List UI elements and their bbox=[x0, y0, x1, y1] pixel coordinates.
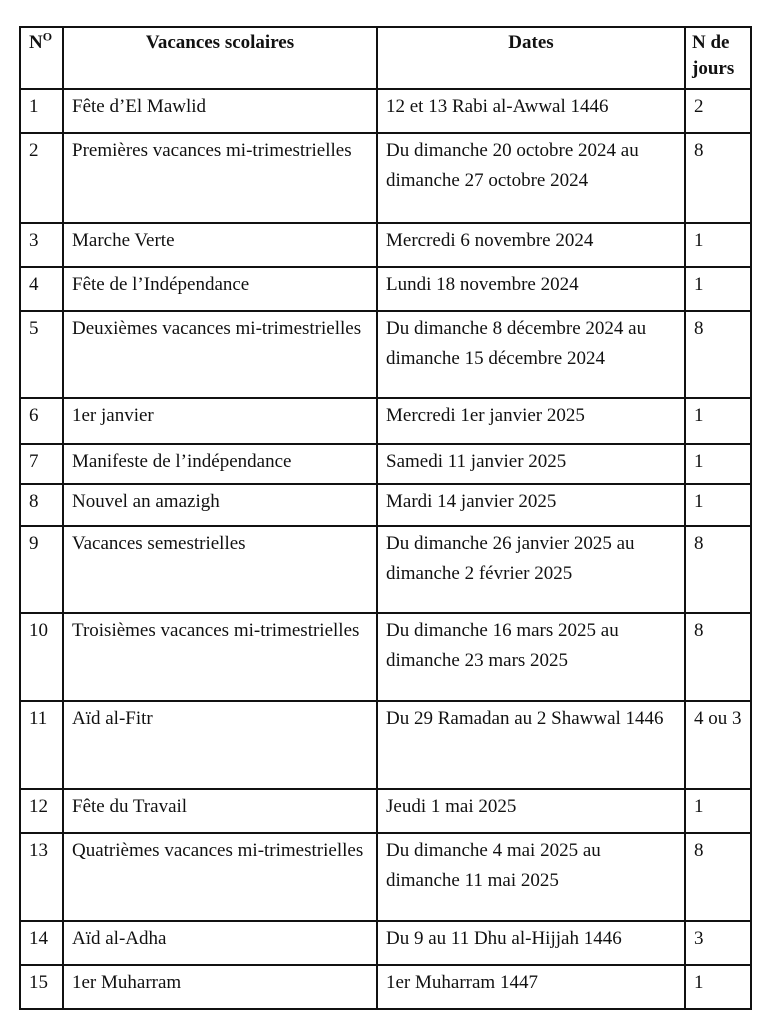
table-row bbox=[20, 89, 751, 133]
days-count: 8 bbox=[685, 311, 751, 398]
days-count: 1 bbox=[685, 223, 751, 267]
holiday-dates: Mercredi 6 novembre 2024 bbox=[377, 223, 685, 267]
table-row bbox=[20, 526, 751, 613]
table-row bbox=[20, 484, 751, 526]
holiday-dates: Du dimanche 8 décembre 2024 au dimanche 15 décembre 2024 bbox=[377, 311, 685, 398]
table-row bbox=[20, 833, 751, 921]
holiday-dates: Du dimanche 16 mars 2025 au dimanche 23 mars 2025 bbox=[377, 613, 685, 701]
row-number: 7 bbox=[20, 444, 63, 484]
row-number: 5 bbox=[20, 311, 63, 398]
holiday-dates: 12 et 13 Rabi al-Awwal 1446 bbox=[377, 89, 685, 133]
holiday-name: 1er janvier bbox=[63, 398, 377, 444]
row-number: 12 bbox=[20, 789, 63, 833]
header-holiday-name: Vacances scolaires bbox=[63, 27, 377, 89]
header-number: $N^O$ bbox=[20, 27, 63, 89]
header-dates: Dates bbox=[377, 27, 685, 89]
days-count: 2 bbox=[685, 89, 751, 133]
row-number: 11 bbox=[20, 701, 63, 789]
table-row bbox=[20, 789, 751, 833]
holiday-dates: Du dimanche 4 mai 2025 au dimanche 11 mai 2025 bbox=[377, 833, 685, 921]
table-row bbox=[20, 965, 751, 1009]
holiday-name: Aïd al-Fitr bbox=[63, 701, 377, 789]
table-row bbox=[20, 311, 751, 398]
holiday-name: Premières vacances mi-trimestrielles bbox=[63, 133, 377, 223]
row-number: 14 bbox=[20, 921, 63, 965]
days-count: 4 ou 3 bbox=[685, 701, 751, 789]
days-count: 1 bbox=[685, 267, 751, 311]
days-count: 8 bbox=[685, 833, 751, 921]
holiday-name: Troisièmes vacances mi-trimestrielles bbox=[63, 613, 377, 701]
days-count: 3 bbox=[685, 921, 751, 965]
table-row bbox=[20, 701, 751, 789]
table-row bbox=[20, 223, 751, 267]
holiday-name: Manifeste de l’indépendance bbox=[63, 444, 377, 484]
holiday-dates: Mardi 14 janvier 2025 bbox=[377, 484, 685, 526]
holiday-name: Marche Verte bbox=[63, 223, 377, 267]
days-count: 1 bbox=[685, 444, 751, 484]
row-number: 10 bbox=[20, 613, 63, 701]
holiday-dates: Du 9 au 11 Dhu al-Hijjah 1446 bbox=[377, 921, 685, 965]
holiday-name: Aïd al-Adha bbox=[63, 921, 377, 965]
days-count: 8 bbox=[685, 526, 751, 613]
row-number: 13 bbox=[20, 833, 63, 921]
holiday-name: Nouvel an amazigh bbox=[63, 484, 377, 526]
table-header-row bbox=[20, 27, 751, 89]
table-row bbox=[20, 444, 751, 484]
holiday-dates: Lundi 18 novembre 2024 bbox=[377, 267, 685, 311]
row-number: 3 bbox=[20, 223, 63, 267]
holiday-name: Vacances semestrielles bbox=[63, 526, 377, 613]
holiday-dates: Du dimanche 26 janvier 2025 au dimanche 2 février 2025 bbox=[377, 526, 685, 613]
days-count: 1 bbox=[685, 965, 751, 1009]
table-row bbox=[20, 133, 751, 223]
days-count: 1 bbox=[685, 484, 751, 526]
holiday-dates: 1er Muharram 1447 bbox=[377, 965, 685, 1009]
days-count: 1 bbox=[685, 789, 751, 833]
row-number: 4 bbox=[20, 267, 63, 311]
table-row bbox=[20, 613, 751, 701]
table-row bbox=[20, 398, 751, 444]
holiday-dates: Samedi 11 janvier 2025 bbox=[377, 444, 685, 484]
days-count: 1 bbox=[685, 398, 751, 444]
days-count: 8 bbox=[685, 133, 751, 223]
table-row bbox=[20, 267, 751, 311]
holiday-name: Quatrièmes vacances mi-trimestrielles bbox=[63, 833, 377, 921]
holiday-dates: Mercredi 1er janvier 2025 bbox=[377, 398, 685, 444]
row-number: 9 bbox=[20, 526, 63, 613]
holiday-name: Fête de l’Indépendance bbox=[63, 267, 377, 311]
row-number: 15 bbox=[20, 965, 63, 1009]
holiday-dates: Du 29 Ramadan au 2 Shawwal 1446 bbox=[377, 701, 685, 789]
holiday-dates: Jeudi 1 mai 2025 bbox=[377, 789, 685, 833]
row-number: 1 bbox=[20, 89, 63, 133]
holiday-name: 1er Muharram bbox=[63, 965, 377, 1009]
table-row bbox=[20, 921, 751, 965]
holiday-name: Fête du Travail bbox=[63, 789, 377, 833]
header-days-count: N de jours bbox=[685, 27, 751, 89]
row-number: 8 bbox=[20, 484, 63, 526]
row-number: 6 bbox=[20, 398, 63, 444]
table-body bbox=[20, 89, 751, 1009]
days-count: 8 bbox=[685, 613, 751, 701]
holiday-name: Deuxièmes vacances mi-trimestrielles bbox=[63, 311, 377, 398]
row-number: 2 bbox=[20, 133, 63, 223]
holiday-name: Fête d’El Mawlid bbox=[63, 89, 377, 133]
school-holidays-table bbox=[19, 26, 752, 1010]
holiday-dates: Du dimanche 20 octobre 2024 au dimanche 27 octobre 2024 bbox=[377, 133, 685, 223]
